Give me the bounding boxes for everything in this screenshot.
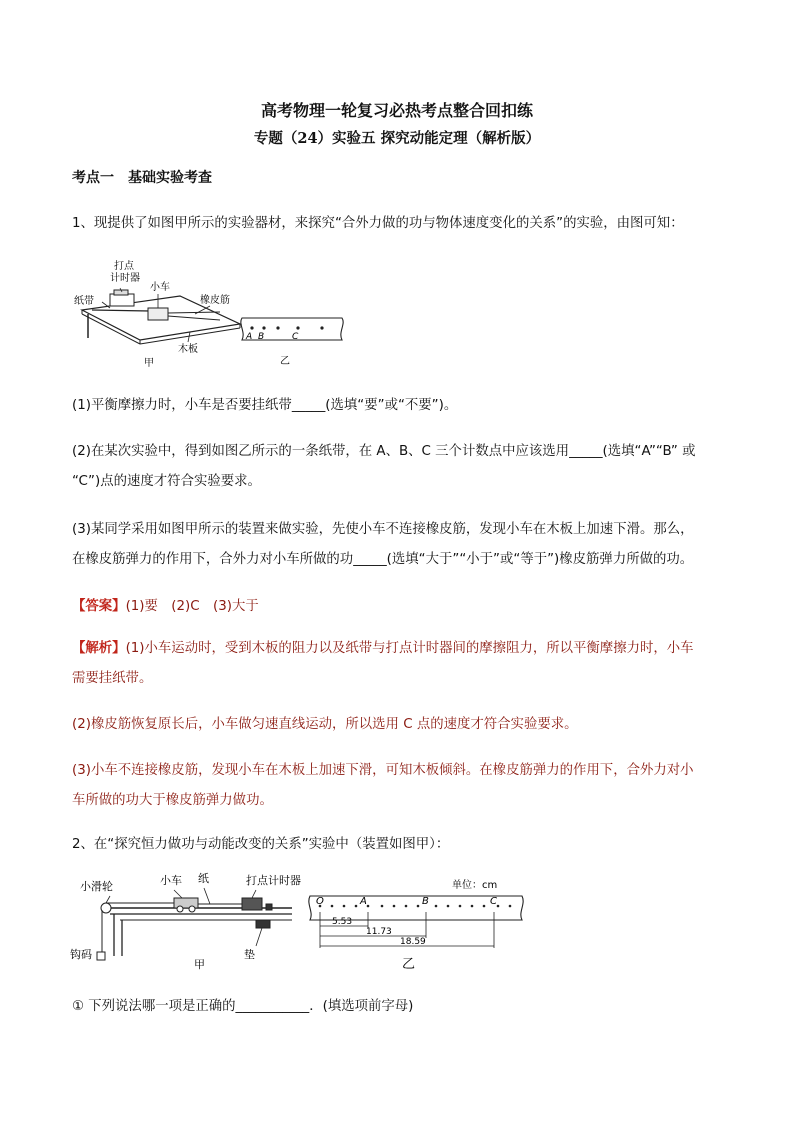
q2-stem: 2、在“探究恒力做功与动能改变的关系”实验中（装置如图甲）： [72, 837, 450, 852]
analysis-tag: 【解析】 [72, 641, 126, 656]
q2-unit-label: 单位：cm [452, 880, 498, 891]
q2-dist-ob: 11.73 [366, 927, 392, 937]
analysis-text-1: (1)小车运动时，受到木板的阻力以及纸带与打点计时器间的摩擦阻力，所以平衡摩擦力时，小车 [125, 641, 694, 656]
q2-figure [70, 868, 540, 980]
q1-figure [70, 258, 360, 373]
q1-point-a: A [246, 332, 253, 342]
document-title: 高考物理一轮复习必热考点整合回扣练 [260, 101, 533, 120]
q2-caption-b: 乙 [402, 957, 416, 972]
q2-point-a: A [360, 896, 367, 907]
q1-caption-b: 乙 [280, 356, 290, 367]
q2-apparatus-diagram [70, 872, 301, 971]
q1-stem: 1、现提供了如图甲所示的实验器材，来探究“合外力做的功与物体速度变化的关系”的实验，由图可知： [72, 216, 684, 231]
answer-tag: 【答案】 [72, 599, 126, 614]
q1-point-c: C [292, 332, 299, 342]
q1-sub2-line2: “C”)点的速度才符合实验要求。 [72, 474, 261, 489]
q1-analysis-line2: 需要挂纸带。 [72, 671, 153, 686]
q1-sub2-line1: (2)在某次实验中，得到如图乙所示的一条纸带，在 A、B、C 三个计数点中应该选用_____(选填“A”“B” 或 [72, 444, 696, 459]
q1-sub3-line2: 在橡皮筋弹力的作用下，合外力对小车所做的功_____(选填“大于”“小于”或“等于”)橡皮筋弹力所做的功。 [72, 552, 694, 567]
q2-tape-diagram [309, 878, 523, 972]
q1-label-car: 小车 [150, 282, 170, 293]
q2-dist-oc: 18.59 [400, 937, 426, 947]
q1-label-tape: 纸带 [74, 296, 94, 307]
q1-sub3-line1: (3)某同学采用如图甲所示的装置来做实验，先使小车不连接橡皮筋，发现小车在木板上加速下滑。那么， [72, 522, 694, 537]
q2-point-o: O [316, 896, 324, 907]
section-heading: 考点一 基础实验考查 [72, 170, 212, 186]
q1-point-b: B [258, 332, 265, 342]
q2-label-timer: 打点计时器 [246, 874, 301, 887]
q2-label-pulley: 小滑轮 [80, 880, 113, 893]
q2-point-c: C [490, 896, 497, 907]
q2-dist-oa: 5.53 [332, 917, 353, 927]
q2-tape-dots [319, 905, 512, 908]
q1-analysis-line3: (2)橡皮筋恢复原长后，小车做匀速直线运动，所以选用 C 点的速度才符合实验要求。 [72, 717, 578, 732]
document-subtitle: 专题（24）实验五 探究动能定理（解析版） [253, 130, 541, 147]
q1-label-timer-a: 打点 [114, 261, 134, 272]
q1-answer [72, 591, 722, 623]
q2-label-weight: 钩码 [70, 948, 92, 961]
q2-label-pad: 垫 [244, 948, 255, 961]
q2-sub1: ① 下列说法哪一项是正确的___________．(填选项前字母) [72, 999, 414, 1014]
q1-analysis-line1 [72, 633, 722, 665]
q2-label-paper: 纸 [198, 872, 209, 885]
q1-analysis-line4: (3)小车不连接橡皮筋，发现小车在木板上加速下滑，可知木板倾斜。在橡皮筋弹力的作用下，合外力对小 [72, 763, 694, 778]
q1-label-band: 橡皮筋 [200, 295, 230, 306]
q1-apparatus-diagram [74, 259, 240, 369]
q1-analysis-line5: 车所做的功大于橡皮筋弹力做功。 [72, 793, 273, 808]
q1-sub1: (1)平衡摩擦力时，小车是否要挂纸带_____(选填“要”或“不要”)。 [72, 398, 458, 413]
q1-label-timer-b: 计时器 [110, 273, 140, 284]
q2-label-car: 小车 [160, 874, 182, 887]
q2-point-b: B [422, 896, 429, 907]
answer-text: (1)要 (2)C (3)大于 [125, 599, 259, 614]
q1-caption-a: 甲 [144, 358, 154, 369]
q1-tape-diagram [241, 318, 343, 367]
q1-label-board: 木板 [178, 344, 198, 355]
q2-caption-a: 甲 [194, 958, 205, 971]
